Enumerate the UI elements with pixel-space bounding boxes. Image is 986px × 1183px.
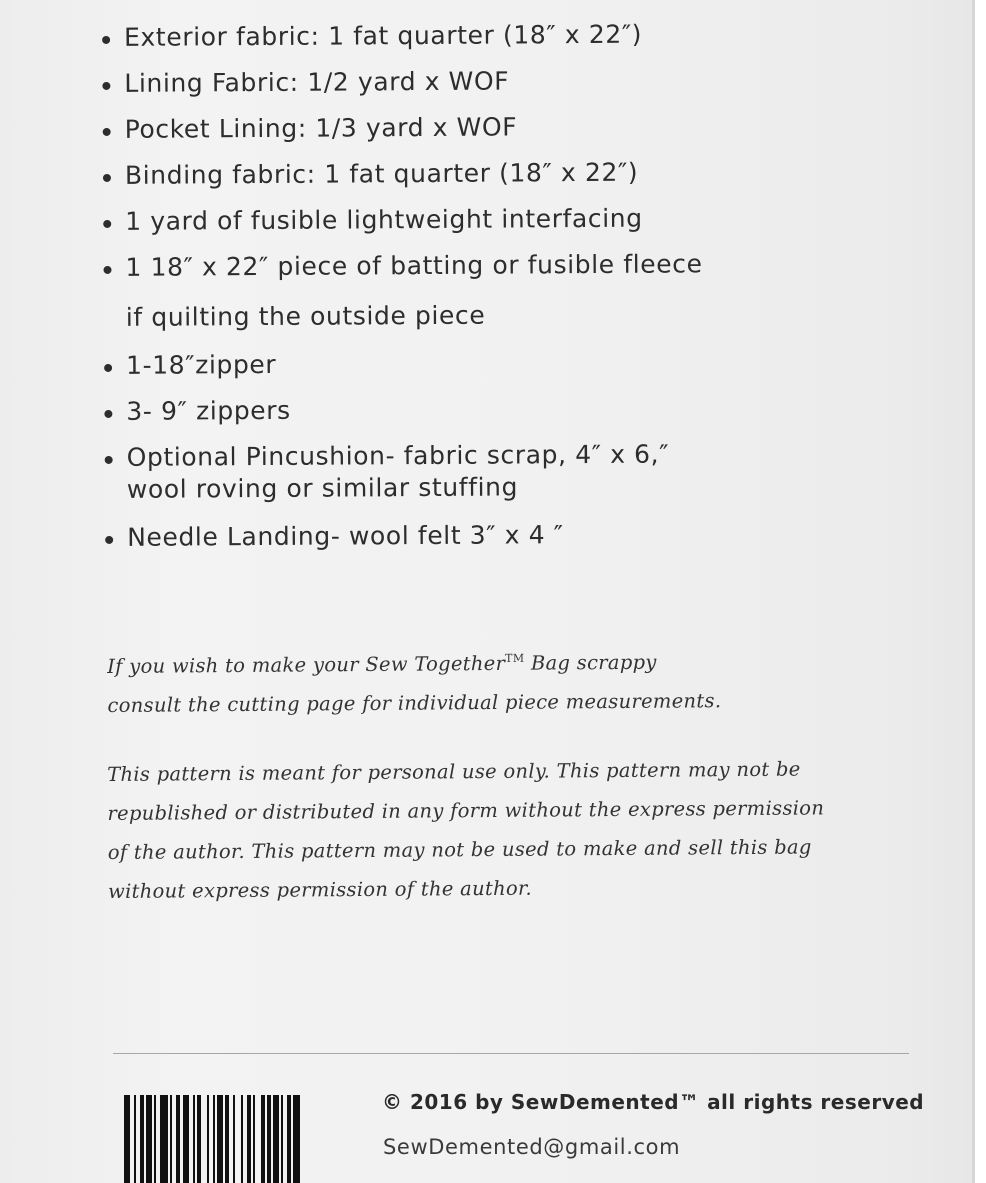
contact-email: SewDemented@gmail.com: [383, 1135, 681, 1159]
bullet-icon: [105, 456, 113, 464]
trademark-superscript: TM: [505, 651, 525, 665]
list-item-text: 1 yard of fusible lightweight interfacing: [125, 203, 643, 236]
bullet-icon: [103, 174, 111, 182]
scrappy-note-text: Bag scrappy: [524, 650, 657, 675]
list-item-text: Exterior fabric: 1 fat quarter (18″ x 22″): [124, 19, 643, 52]
list-item: [100, 346, 703, 382]
list-item: [99, 248, 703, 334]
permission-note-line: This pattern is meant for personal use only. This pattern may not be: [107, 757, 801, 786]
permission-note: [107, 749, 868, 911]
list-item-text: Pocket Lining: 1/3 yard x WOF: [124, 112, 518, 144]
page-edge: [972, 0, 986, 1183]
bullet-icon: [103, 128, 111, 136]
list-item-continuation: if quilting the outside piece: [125, 300, 486, 332]
list-item-text: Needle Landing- wool felt 3″ x 4 ″: [127, 520, 564, 552]
list-item: [99, 202, 702, 238]
scrappy-note-line: [107, 636, 827, 686]
list-item-continuation: wool roving or similar stuffing: [126, 472, 519, 504]
copyright-notice: © 2016 by SewDemented™ all rights reserved: [382, 1090, 925, 1114]
list-item: [99, 156, 702, 192]
list-item-text: Lining Fabric: 1/2 yard x WOF: [124, 66, 510, 98]
permission-note-line: republished or distributed in any form without the express permission: [107, 796, 825, 825]
list-item: [101, 438, 704, 506]
barcode-bar: [160, 1095, 168, 1183]
barcode: [124, 1095, 302, 1183]
list-item-text: Binding fabric: 1 fat quarter (18″ x 22″): [124, 157, 639, 190]
list-item: [99, 110, 702, 146]
bullet-icon: [103, 220, 111, 228]
list-item: [98, 64, 701, 100]
scrappy-note-text: If you wish to make your Sew Together: [107, 651, 506, 678]
materials-list: [98, 18, 704, 554]
cropped-text-line: [383, 1177, 683, 1183]
bullet-icon: [104, 364, 112, 372]
list-item-text: 3- 9″ zippers: [126, 395, 291, 426]
list-item-text: Optional Pincushion- fabric scrap, 4″ x 6,″: [126, 439, 670, 472]
scrappy-note-line: consult the cutting page for individual piece measurements.: [107, 689, 722, 717]
bullet-icon: [102, 82, 110, 90]
footer-divider: [113, 1053, 909, 1054]
list-item: [98, 18, 701, 54]
bullet-icon: [105, 536, 113, 544]
list-item-text: 1-18″zipper: [126, 349, 277, 380]
list-item: [100, 392, 703, 428]
bullet-icon: [104, 410, 112, 418]
scrappy-note: [107, 636, 828, 725]
barcode-bar: [300, 1095, 302, 1183]
bullet-icon: [102, 36, 110, 44]
permission-note-line: of the author. This pattern may not be used to make and sell this bag: [107, 835, 812, 864]
list-item-text: 1 18″ x 22″ piece of batting or fusible fleece: [125, 249, 703, 282]
permission-note-line: without express permission of the author.: [107, 876, 533, 903]
bullet-icon: [103, 266, 111, 274]
list-item: [101, 518, 704, 554]
